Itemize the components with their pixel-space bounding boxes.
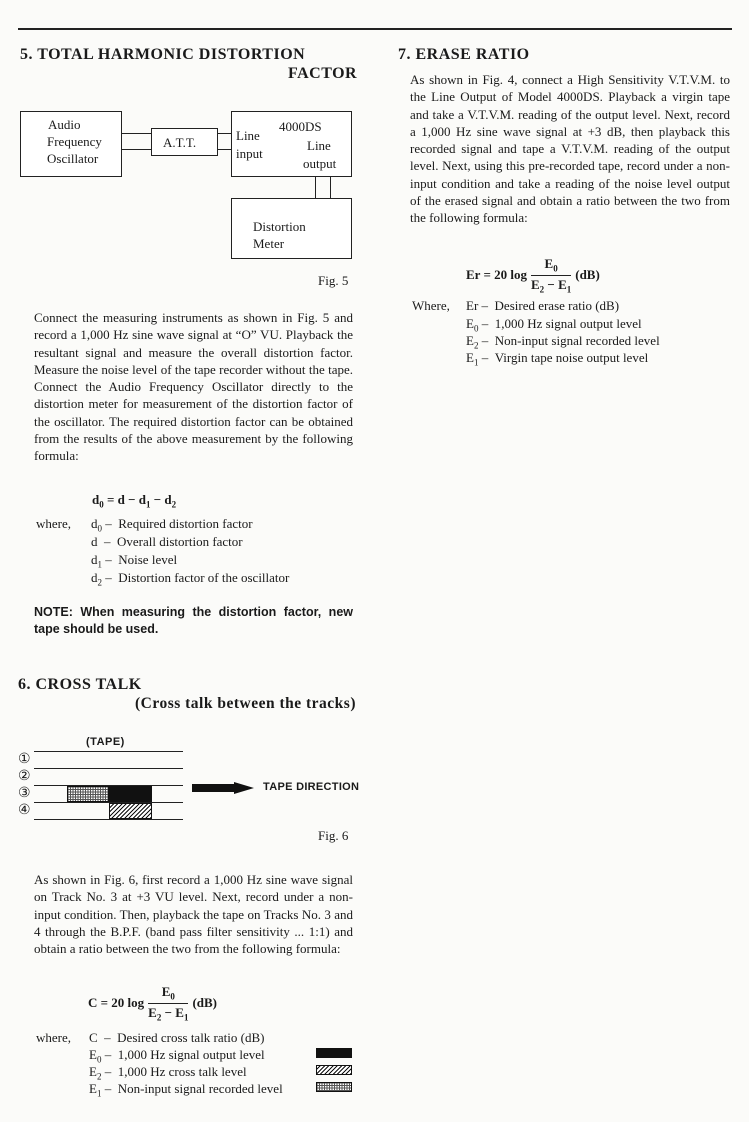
fraction-numerator — [148, 984, 188, 1004]
att-box — [151, 128, 218, 156]
fraction-denominator — [531, 276, 571, 295]
formula-unit: (dB) — [575, 267, 600, 283]
definition-row — [91, 569, 289, 592]
section6-heading: 6. CROSS TALK — [18, 676, 142, 693]
def-symbol: Er — [466, 298, 479, 313]
def-symbol-sub: 2 — [473, 340, 479, 351]
def-description: Non-input signal recorded level — [494, 333, 660, 348]
legend-swatch-solid — [316, 1048, 352, 1058]
tape-line — [34, 768, 183, 769]
formula-lhs: C = 20 log — [88, 995, 145, 1011]
signal-recorded-region — [109, 786, 152, 802]
definition-row — [466, 349, 648, 372]
def-dash: – — [104, 1030, 111, 1045]
def-dash: – — [481, 350, 489, 365]
oscillator-label-1: Audio — [48, 117, 81, 132]
denominator-sub2: 1 — [566, 284, 572, 295]
deck-title: 4000DS — [279, 119, 322, 134]
def-description: Virgin tape noise output level — [494, 350, 649, 365]
section7-body: As shown in Fig. 4, connect a High Sensitivity V.T.V.M. to the Line Output of Model 4000DS. Playback a virgin tape and take a V.T.V.M. reading of the output level. Next, record a 1,000 Hz sine wave signal at +3 dB, then playback this recorded signal and tape a V.T.V.M. reading of the output level. Next, using this pre-recorded tape, record under a non-input condition and take a reading of the noise level output of the erased signal and obtain a ratio between the two from the following formula: — [410, 72, 730, 226]
def-dash: – — [104, 1081, 112, 1096]
oscillator-label-3: Oscillator — [47, 151, 99, 166]
att-label: A.T.T. — [163, 135, 197, 150]
def-symbol-sub: 1 — [473, 357, 479, 368]
line-input-label-2: input — [236, 146, 263, 161]
def-dash: – — [481, 316, 489, 331]
def-symbol-sub: 0 — [97, 523, 102, 534]
tape-label: (TAPE) — [86, 736, 125, 748]
top-rule — [18, 28, 732, 30]
meter-label-1: Distortion — [253, 219, 306, 234]
def-dash: – — [481, 298, 489, 313]
def-description: Non-input signal recorded level — [117, 1081, 283, 1096]
deck-4000ds-box — [231, 111, 352, 177]
line-output-label-1: Line — [307, 138, 331, 153]
fraction-denominator — [148, 1004, 188, 1023]
section6-subheading: (Cross talk between the tracks) — [135, 695, 356, 712]
section5-heading-continued: FACTOR — [288, 65, 358, 82]
formula-rhs-sub2: 2 — [171, 499, 177, 510]
line-output-label-2: output — [303, 156, 337, 171]
def-symbol: d — [91, 516, 98, 531]
def-description: Desired erase ratio (dB) — [494, 298, 620, 313]
connector-att-deck — [217, 133, 232, 150]
distortion-meter-box — [231, 198, 352, 259]
def-description: Overall distortion factor — [117, 534, 243, 549]
connector-deck-meter — [315, 176, 331, 199]
formula-lhs: Er = 20 log — [466, 267, 527, 283]
tape-line — [34, 819, 183, 820]
oscillator-label-2: Frequency — [47, 134, 102, 149]
def-symbol-sub: 0 — [473, 323, 479, 334]
def-symbol: d — [91, 570, 98, 585]
formula-rhs-sub1: 1 — [146, 499, 151, 510]
def-dash: – — [104, 1047, 112, 1062]
fig5-caption: Fig. 5 — [318, 273, 349, 288]
formula-lhs-sub: 0 — [99, 499, 104, 510]
def-description: Required distortion factor — [118, 516, 253, 531]
numerator-sub: 0 — [170, 991, 175, 1002]
track-3-marker: ③ — [18, 786, 31, 801]
denominator-sub1: 2 — [156, 1012, 162, 1023]
def-description: 1,000 Hz signal output level — [494, 316, 642, 331]
legend-swatch-hatched — [316, 1065, 352, 1075]
track-1-marker: ① — [18, 752, 31, 767]
formula-lhs: d — [92, 492, 100, 507]
meter-label-2: Meter — [253, 236, 285, 251]
where-label: where, — [36, 516, 72, 531]
def-symbol: E — [89, 1081, 97, 1096]
fraction-numerator — [531, 256, 571, 276]
section7-heading: 7. ERASE RATIO — [398, 46, 530, 63]
def-symbol-sub: 0 — [96, 1054, 102, 1065]
denominator-symbol: E — [530, 276, 540, 292]
formula-rhs-mid: − d — [150, 492, 172, 507]
def-description: Noise level — [118, 552, 178, 567]
track-2-marker: ② — [18, 769, 31, 784]
numerator-sub: 0 — [553, 263, 558, 274]
formula-unit: (dB) — [192, 995, 217, 1011]
where-label: where, — [36, 1030, 72, 1045]
line-input-label-1: Line — [236, 128, 260, 143]
def-description: 1,000 Hz cross talk level — [117, 1064, 247, 1079]
definition-row — [89, 1080, 283, 1103]
def-dash: – — [105, 552, 112, 567]
section7-formula — [466, 256, 600, 294]
tape-direction-label: TAPE DIRECTION — [263, 781, 360, 793]
numerator-symbol: E — [544, 256, 554, 271]
denominator-mid: − E — [161, 1004, 184, 1020]
connector-osc-att — [121, 133, 152, 150]
def-symbol: C — [89, 1030, 98, 1045]
def-dash: – — [104, 1064, 112, 1079]
def-symbol: E — [466, 350, 474, 365]
fig6-caption: Fig. 6 — [318, 828, 349, 843]
def-symbol-sub: 1 — [97, 559, 102, 570]
def-symbol: E — [466, 316, 474, 331]
def-symbol: E — [89, 1064, 97, 1079]
tape-line — [34, 751, 183, 752]
noise-recorded-region — [67, 786, 109, 802]
def-dash: – — [105, 516, 112, 531]
section6-body: As shown in Fig. 6, first record a 1,000 Hz sine wave signal on Track No. 3 at +3 VU level. Next, record under a non-input condition. Then, playback the tape on Tracks No. 3 and 4 through the B.P.F. (band pass filter sensitivity ... 1:1) and obtain a ratio between the two from the following formula: — [34, 872, 353, 957]
legend-swatch-dotted — [316, 1082, 352, 1092]
audio-oscillator-box — [20, 111, 122, 177]
formula-fraction — [148, 984, 188, 1022]
section5-body: Connect the measuring instruments as shown in Fig. 5 and record a 1,000 Hz sine wave signal at “O” VU. Playback the resultant signal and measure the overall distortion factor. Measure the noise level of the tape recorder without the tape. Connect the Audio Frequency Oscillator directly to the distortion meter for measurement of the distortion factor of the oscillator. The required distortion factor can be obtained from the results of the above measurement by the following formula: — [34, 310, 353, 464]
arrow-right-icon — [192, 782, 254, 794]
def-symbol: E — [466, 333, 474, 348]
def-symbol: d — [91, 534, 98, 549]
def-description: Distortion factor of the oscillator — [118, 570, 290, 585]
where-label: Where, — [412, 298, 450, 313]
denominator-mid: − E — [544, 276, 567, 292]
section6-formula — [88, 984, 217, 1022]
formula-fraction — [531, 256, 571, 294]
track-4-marker: ④ — [18, 803, 31, 818]
def-description: 1,000 Hz signal output level — [117, 1047, 265, 1062]
crosstalk-region — [109, 803, 152, 819]
section5-heading: 5. TOTAL HARMONIC DISTORTION — [20, 46, 306, 63]
def-symbol-sub: 1 — [96, 1088, 102, 1099]
section5-formula — [92, 492, 176, 510]
section5-note: NOTE: When measuring the distortion factor, new tape should be used. — [34, 605, 353, 637]
def-symbol: d — [91, 552, 98, 567]
formula-rhs: = d − d — [106, 492, 147, 507]
def-dash: – — [481, 333, 489, 348]
def-symbol: E — [89, 1047, 97, 1062]
def-description: Desired cross talk ratio (dB) — [117, 1030, 265, 1045]
denominator-sub2: 1 — [183, 1012, 189, 1023]
def-symbol-sub: 2 — [96, 1071, 102, 1082]
denominator-sub1: 2 — [539, 284, 545, 295]
def-dash: – — [105, 570, 112, 585]
def-symbol-sub: 2 — [97, 577, 102, 588]
def-dash: – — [104, 534, 111, 549]
numerator-symbol: E — [161, 984, 171, 999]
denominator-symbol: E — [148, 1004, 157, 1020]
